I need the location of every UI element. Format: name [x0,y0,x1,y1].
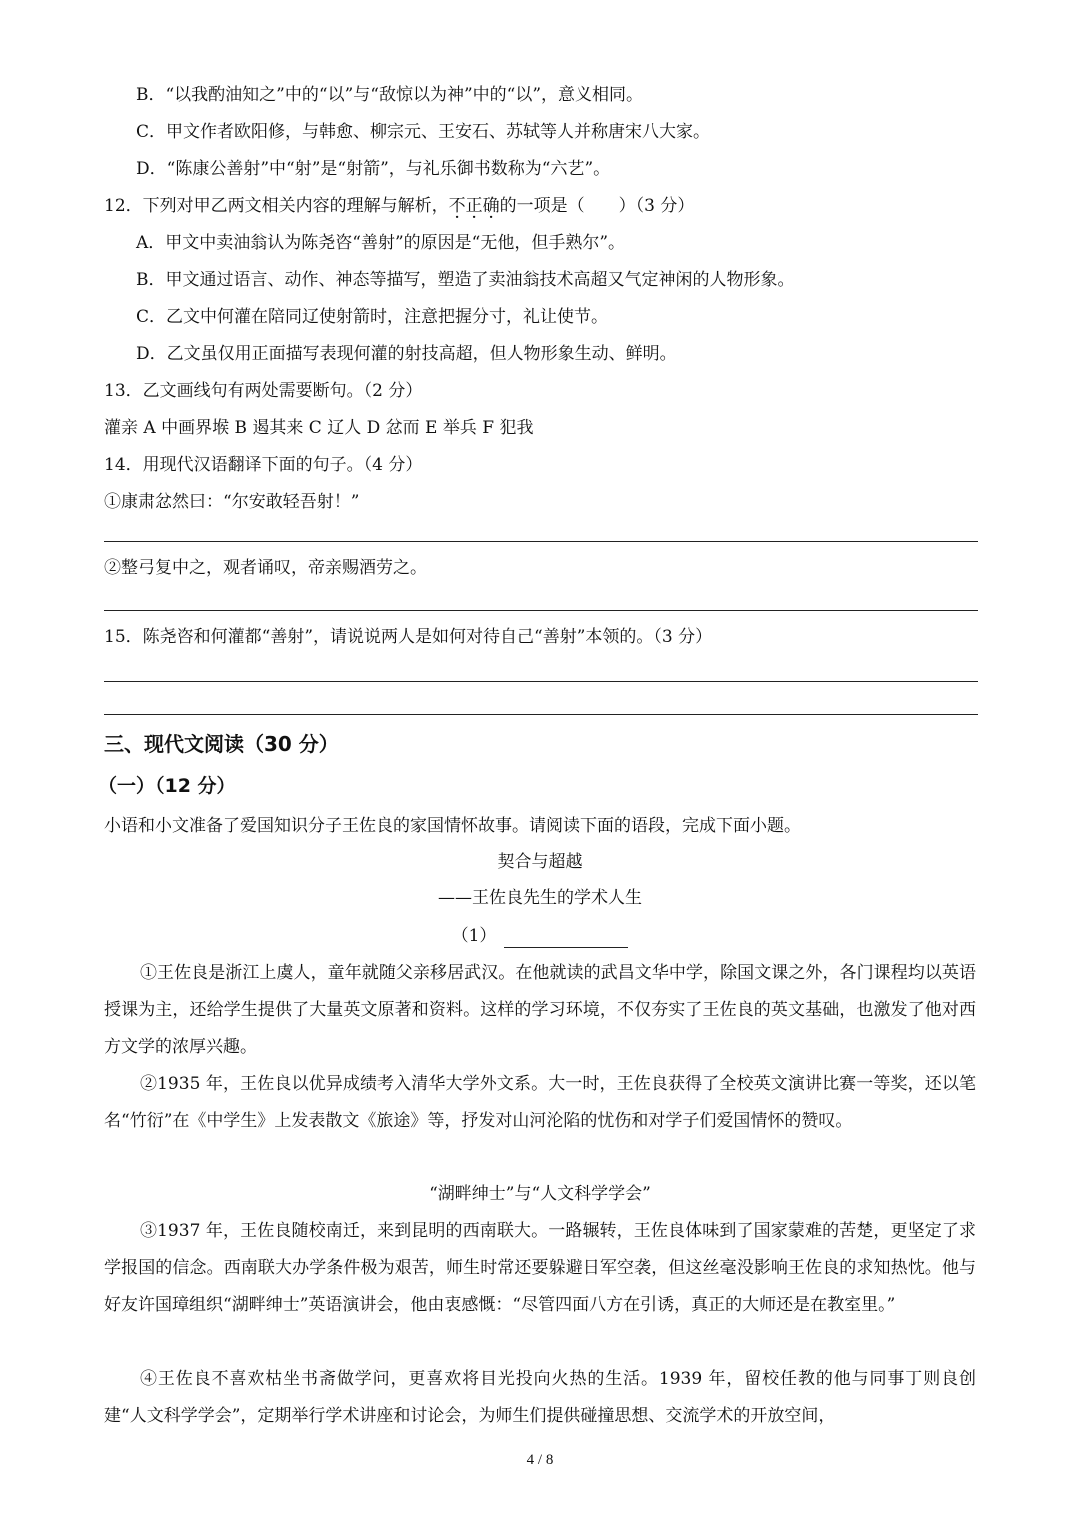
answer-line[interactable] [104,610,978,611]
answer-line[interactable] [104,681,978,682]
paragraph-3: ③1937 年，王佐良随校南迁，来到昆明的西南联大。一路辗转，王佐良体味到了国家蒙难的苦楚，更坚定了求学报国的信念。西南联大办学条件极为艰苦，师生时常还要躲避日军空袭，但这丝毫没影响王佐良的求知热忱。他与好友许国璋组织“湖畔绅士”英语演讲会，他由衷感慨：“尽管四面八方在引诱，真正的大师还是在教室里。” [104,1221,976,1315]
emphasis-mark: 不 [448,196,466,216]
emphasis-mark: 正 [465,196,483,216]
q11-option-b: B．“以我酌油知之”中的“以”与“敌惊以为神”中的“以”，意义相同。 [136,85,644,105]
article-subtitle: ——王佐良先生的学术人生 [438,888,642,908]
q12-option-b: B．甲文通过语言、动作、神态等描写，塑造了卖油翁技术高超又气定神闲的人物形象。 [136,270,795,290]
reading-intro: 小语和小文准备了爱国知识分子王佐良的家国情怀故事。请阅读下面的语段，完成下面小题。 [104,816,801,836]
q14-sentence-2: ②整弓复中之，观者诵叹，帝亲赐酒劳之。 [104,558,427,578]
answer-line[interactable] [104,541,978,542]
section-title: 三、现代文阅读（30 分） [104,732,339,756]
page-number: 4 / 8 [526,1452,554,1468]
paragraph-4: ④王佐良不喜欢枯坐书斋做学问，更喜欢将目光投向火热的生活。1939 年，留校任教的他与同事丁则良创建“人文科学学会”，定期举行学术讲座和讨论会，为师生们提供碰撞思想、交流学术的开放空间， [104,1369,976,1426]
article-title: 契合与超越 [497,852,583,872]
q14-sentence-1: ①康肃忿然曰：“尔安敢轻吾射！” [104,492,360,512]
q12-stem: 12．下列对甲乙两文相关内容的理解与解析，不正确的一项是（ ）（3 分） [104,196,695,216]
fill-blank[interactable] [504,929,628,948]
q12-option-a: A．甲文中卖油翁认为陈尧咨“善射”的原因是“无他，但手熟尔”。 [136,233,626,253]
q12-option-c: C．乙文中何灌在陪同辽使射箭时，注意把握分寸，礼让使节。 [136,307,609,327]
answer-line[interactable] [104,714,978,715]
paragraph-2: ②1935 年，王佐良以优异成绩考入清华大学外文系。大一时，王佐良获得了全校英文演讲比赛一等奖，还以笔名“竹衍”在《中学生》上发表散文《旅途》等，抒发对山河沦陷的忧伤和对学子们爱国情怀的赞叹。 [104,1074,976,1131]
blank-heading: （1） [0,924,1080,948]
q14-stem: 14．用现代汉语翻译下面的句子。（4 分） [104,455,423,475]
q12-option-d: D．乙文虽仅用正面描写表现何灌的射技高超，但人物形象生动、鲜明。 [136,344,677,364]
q11-option-d: D．“陈康公善射”中“射”是“射箭”，与礼乐御书数称为“六艺”。 [136,159,611,179]
subsection-title: （一）（12 分） [98,775,236,797]
q11-option-c: C．甲文作者欧阳修，与韩愈、柳宗元、王安石、苏轼等人并称唐宋八大家。 [136,122,711,142]
q13-stem: 13．乙文画线句有两处需要断句。（2 分） [104,381,423,401]
section-heading-2: “湖畔绅士”与“人文科学学会” [429,1184,651,1204]
q13-text: 灌亲 A 中画界堠 B 遏其来 C 辽人 D 忿而 E 举兵 F 犯我 [104,418,534,438]
emphasis-mark: 确 [482,196,500,216]
paragraph-1: ①王佐良是浙江上虞人，童年就随父亲移居武汉。在他就读的武昌文华中学，除国文课之外，各门课程均以英语授课为主，还给学生提供了大量英文原著和资料。这样的学习环境，不仅夯实了王佐良的英文基础，也激发了他对西方文学的浓厚兴趣。 [104,963,976,1057]
q15-stem: 15．陈尧咨和何灌都“善射”，请说说两人是如何对待自己“善射”本领的。（3 分） [104,627,713,647]
